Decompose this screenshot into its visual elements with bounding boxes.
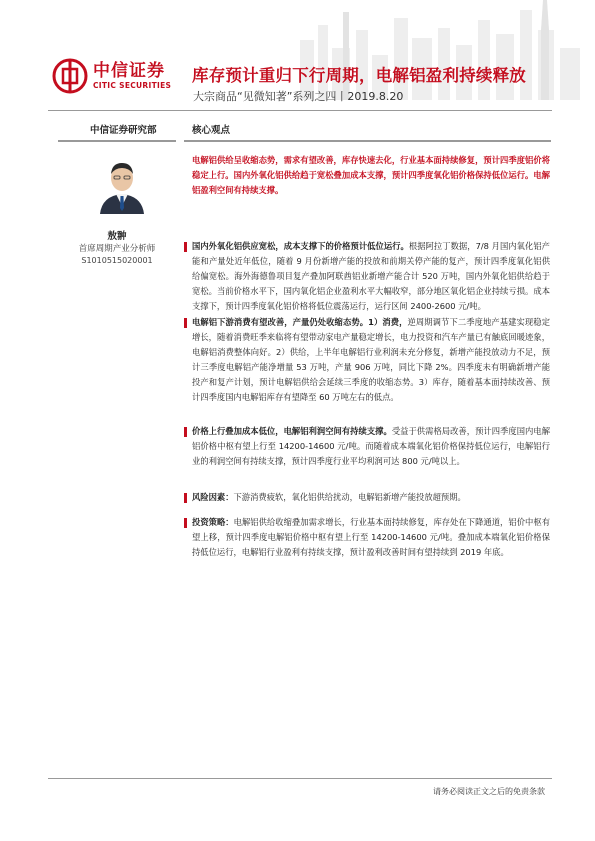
analyst-name: 敖翀 [107,231,127,242]
paragraph-lead: 国内外氧化铝供应宽松，成本支撑下的价格预计低位运行。 [192,241,409,251]
paragraph-alumina-supply [192,239,550,314]
citic-logo [52,58,171,94]
paragraph-lead: 价格上行叠加成本低位，电解铝利润空间有持续支撑。 [192,426,392,436]
brand-name-cn: 中信证券 [93,61,165,81]
citic-emblem-icon [52,58,88,94]
department-label: 中信证券研究部 [90,125,157,136]
footer-divider [48,778,552,779]
paragraph-investment-strategy [192,515,550,560]
analyst-license-id: S1010515020001 [81,256,153,265]
paragraph-text: 根据阿拉丁数据，7/8 月国内氧化铝产能和产量处近年低位，随着 9 月份新增产能的投放和前期关停产能的复产，预计四季度氧化铝供给偏宽松。海外海德鲁项目复产叠加阿联酋铝业新增产能合计 520 万吨，国内外氧化铝供给趋于宽松。当前价格水平下，国内氧化铝企业盈利水平大幅收窄，部分地区氧化铝企业持续亏损。成本支撑下，预计四季度氧化铝价格将低位震荡运行，运行区间 2400-2600 元/吨。 [192,241,550,312]
paragraph-text: 逆周期调节下二季度地产基建实现稳定增长，随着消费旺季来临将有望带动家电产量稳定增长，电力投资和汽车产量已有触底回暖迹象，电解铝消费整体向好。2）供给，上半年电解铝行业利润未充分修复，新增产能投放动力不足，预计三季度电解铝产能净增量 53 万吨，产量 906 万吨，同比下降 2%。四季度未有明确新增产能投产和复产计划，预计电解铝供给会延续三季度的收缩态势。3）库存，随着基本面持续改善、预计四季度国内电解铝库存有望降至 60 万吨左右的低点。 [192,317,550,403]
analyst-title: 首席周期产业分析师 [78,244,156,254]
bullet-marker [184,318,187,328]
section-heading: 核心观点 [192,125,231,136]
header-divider [48,110,552,111]
paragraph-lead: 风险因素： [192,492,234,502]
disclaimer-note: 请务必阅读正文之后的免责条款 [433,787,545,796]
analyst-photo [96,156,148,214]
paragraph-profit-outlook [192,424,550,469]
paragraph-risk-factors [192,490,550,505]
bullet-marker [184,493,187,503]
paragraph-lead: 投资策略： [192,517,234,527]
section-divider [184,140,551,142]
paragraph-text: 电解铝供给收缩叠加需求增长，行业基本面持续修复，库存处在下降通道，铝价中枢有望上移，预计四季度电解铝价格中枢有望上行至 14200-14600 元/吨。叠加成本端氧化铝价格保持低位运行，电解铝行业盈利有持续支撑，预计盈利改善时间有望持续到 2019 年底。 [192,517,550,558]
bullet-marker [184,242,187,252]
report-title: 库存预计重归下行周期，电解铝盈利持续释放 [192,66,526,85]
key-summary: 电解铝供给呈收缩态势，需求有望改善，库存快速去化，行业基本面持续修复，预计四季度铝价将稳定上行。国内外氧化铝供给趋于宽松叠加成本支撑，预计四季度氧化铝价格保持低位运行。电解铝盈利空间有持续支撑。 [192,155,550,196]
brand-name-en: CITIC SECURITIES [93,81,172,90]
sidebar-divider [58,140,176,142]
report-subtitle: 大宗商品“见微知著”系列之四丨2019.8.20 [193,90,404,103]
paragraph-text: 受益于供需格局改善，预计四季度国内电解铝价格中枢有望上行至 14200-14600 元/吨。而随着成本端氧化铝价格保持低位运行，电解铝行业的利润空间有持续支撑，预计四季度行业平均利润可达 800 元/吨以上。 [192,426,550,467]
paragraph-text: 下游消费疲软，氧化铝供给扰动，电解铝新增产能投放超预期。 [233,492,466,502]
bullet-marker [184,518,187,528]
paragraph-lead: 电解铝下游消费有望改善，产量仍处收缩态势。1）消费， [192,317,408,327]
bullet-marker [184,427,187,437]
paragraph-demand-supply [192,315,550,406]
